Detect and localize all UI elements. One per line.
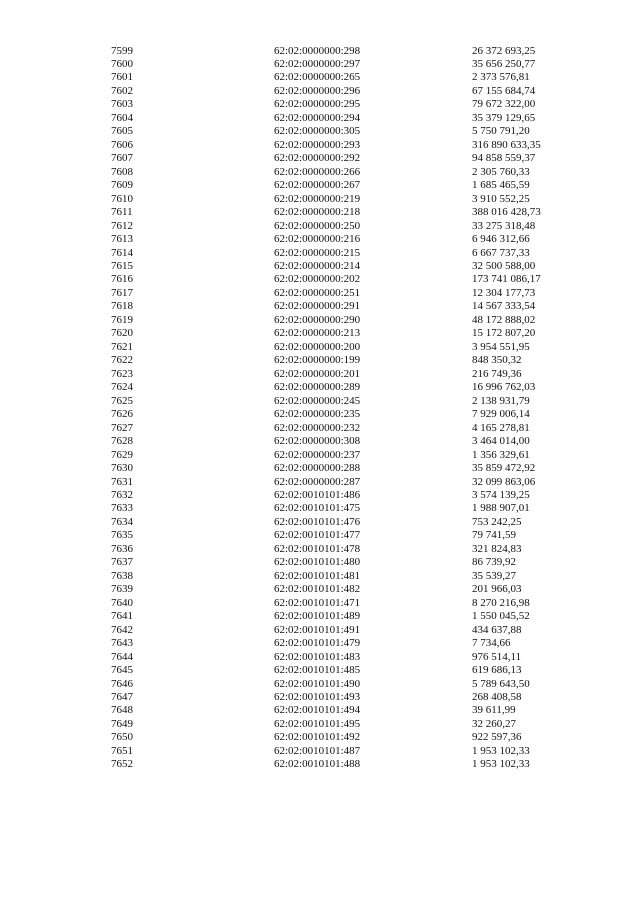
row-number-cell: 7645: [111, 664, 133, 677]
cadastral-number-cell: 62:02:0000000:200: [274, 340, 361, 353]
cadastral-value-cell: 6 667 737,33: [472, 246, 530, 259]
table-row: [0, 543, 640, 556]
row-number-cell: 7613: [111, 233, 133, 246]
cadastral-value-cell: 3 910 552,25: [472, 192, 530, 205]
cadastral-value-cell: 1 685 465,59: [472, 179, 530, 192]
row-number-cell: 7599: [111, 44, 133, 57]
cadastral-value-cell: 26 372 693,25: [472, 44, 536, 57]
cadastral-value-cell: 86 739,92: [472, 556, 516, 569]
cadastral-number-cell: 62:02:0000000:290: [274, 313, 361, 326]
cadastral-value-cell: 35 539,27: [472, 569, 516, 582]
cadastral-value-cell: 201 966,03: [472, 583, 522, 596]
cadastral-number-cell: 62:02:0010101:491: [274, 623, 361, 636]
cadastral-number-cell: 62:02:0010101:471: [274, 596, 361, 609]
cadastral-value-cell: 35 859 472,92: [472, 462, 536, 475]
table-row: [0, 651, 640, 664]
row-number-cell: 7611: [111, 206, 133, 219]
cadastral-value-cell: 216 749,36: [472, 367, 522, 380]
row-number-cell: 7637: [111, 556, 133, 569]
cadastral-number-cell: 62:02:0000000:305: [274, 125, 361, 138]
row-number-cell: 7648: [111, 704, 133, 717]
cadastral-number-cell: 62:02:0000000:202: [274, 273, 361, 286]
table-row: [0, 583, 640, 596]
cadastral-value-cell: 619 686,13: [472, 664, 522, 677]
table-row: [0, 556, 640, 569]
cadastral-value-cell: 922 597,36: [472, 731, 522, 744]
row-number-cell: 7640: [111, 596, 133, 609]
table-row: [0, 98, 640, 111]
cadastral-value-cell: 35 656 250,77: [472, 57, 536, 70]
cadastral-value-cell: 32 500 588,00: [472, 260, 536, 272]
table-row: [0, 704, 640, 717]
cadastral-number-cell: 62:02:0000000:218: [274, 206, 361, 219]
table-row: [0, 691, 640, 704]
table-row: [0, 179, 640, 192]
cadastral-value-cell: 67 155 684,74: [472, 84, 536, 97]
cadastral-number-cell: 62:02:0000000:266: [274, 165, 361, 178]
row-number-cell: 7622: [111, 354, 133, 367]
row-number-cell: 7612: [111, 219, 133, 232]
cadastral-value-cell: 5 789 643,50: [472, 677, 530, 690]
cadastral-value-cell: 4 165 278,81: [472, 421, 530, 434]
cadastral-number-cell: 62:02:0000000:294: [274, 111, 361, 124]
cadastral-value-cell: 7 734,66: [472, 637, 511, 650]
row-number-cell: 7651: [111, 744, 133, 757]
cadastral-number-cell: 62:02:0000000:267: [274, 179, 361, 192]
cadastral-number-cell: 62:02:0000000:214: [274, 260, 361, 272]
row-number-cell: 7642: [111, 623, 133, 636]
row-number-cell: 7618: [111, 300, 133, 313]
cadastral-number-cell: 62:02:0010101:477: [274, 529, 361, 542]
row-number-cell: 7646: [111, 677, 133, 690]
cadastral-value-table: [0, 45, 640, 772]
table-row: [0, 435, 640, 448]
cadastral-value-cell: 173 741 086,17: [472, 273, 541, 286]
row-number-cell: 7616: [111, 273, 133, 286]
cadastral-number-cell: 62:02:0010101:494: [274, 704, 361, 717]
cadastral-number-cell: 62:02:0000000:291: [274, 300, 361, 313]
table-row: [0, 610, 640, 623]
cadastral-number-cell: 62:02:0010101:479: [274, 637, 361, 650]
table-row: [0, 637, 640, 650]
row-number-cell: 7604: [111, 111, 133, 124]
row-number-cell: 7649: [111, 717, 133, 730]
table-row: [0, 462, 640, 475]
cadastral-value-cell: 3 574 139,25: [472, 488, 530, 501]
table-row: [0, 45, 640, 58]
cadastral-value-cell: 94 858 559,37: [472, 152, 536, 165]
table-row: [0, 152, 640, 165]
row-number-cell: 7641: [111, 610, 133, 623]
cadastral-value-cell: 1 550 045,52: [472, 610, 530, 623]
row-number-cell: 7607: [111, 152, 133, 165]
table-row: [0, 166, 640, 179]
cadastral-number-cell: 62:02:0000000:297: [274, 57, 361, 70]
row-number-cell: 7630: [111, 462, 133, 475]
cadastral-value-cell: 316 890 633,35: [472, 138, 541, 151]
cadastral-number-cell: 62:02:0000000:199: [274, 354, 361, 367]
table-row: [0, 300, 640, 313]
table-row: [0, 206, 640, 219]
cadastral-number-cell: 62:02:0000000:293: [274, 138, 361, 151]
cadastral-value-cell: 2 138 931,79: [472, 394, 530, 407]
table-row: [0, 368, 640, 381]
cadastral-value-cell: 32 260,27: [472, 717, 516, 730]
table-row: [0, 381, 640, 394]
cadastral-number-cell: 62:02:0000000:250: [274, 219, 361, 232]
row-number-cell: 7601: [111, 71, 133, 84]
cadastral-value-cell: 2 305 760,33: [472, 165, 530, 178]
table-row: [0, 354, 640, 367]
row-number-cell: 7606: [111, 138, 133, 151]
table-row: [0, 287, 640, 300]
table-row: [0, 489, 640, 502]
table-row: [0, 731, 640, 744]
cadastral-number-cell: 62:02:0000000:245: [274, 394, 361, 407]
cadastral-value-cell: 8 270 216,98: [472, 596, 530, 609]
table-row: [0, 664, 640, 677]
cadastral-value-cell: 39 611,99: [472, 704, 516, 717]
cadastral-number-cell: 62:02:0000000:308: [274, 435, 361, 448]
table-row: [0, 678, 640, 691]
cadastral-number-cell: 62:02:0010101:481: [274, 569, 361, 582]
cadastral-number-cell: 62:02:0010101:495: [274, 717, 361, 730]
cadastral-value-cell: 2 373 576,81: [472, 71, 530, 84]
cadastral-number-cell: 62:02:0010101:483: [274, 650, 361, 663]
cadastral-number-cell: 62:02:0010101:492: [274, 731, 361, 744]
cadastral-value-cell: 79 672 322,00: [472, 98, 536, 111]
cadastral-number-cell: 62:02:0000000:298: [274, 44, 361, 57]
cadastral-number-cell: 62:02:0000000:287: [274, 475, 361, 488]
cadastral-number-cell: 62:02:0000000:296: [274, 84, 361, 97]
table-row: [0, 516, 640, 529]
row-number-cell: 7644: [111, 650, 133, 663]
table-row: [0, 624, 640, 637]
cadastral-value-cell: 1 953 102,33: [472, 758, 530, 771]
table-row: [0, 112, 640, 125]
table-row: [0, 273, 640, 286]
row-number-cell: 7626: [111, 408, 133, 421]
cadastral-number-cell: 62:02:0000000:213: [274, 327, 361, 340]
table-row: [0, 395, 640, 408]
row-number-cell: 7623: [111, 367, 133, 380]
table-row: [0, 718, 640, 731]
row-number-cell: 7633: [111, 502, 133, 515]
cadastral-value-cell: 6 946 312,66: [472, 233, 530, 246]
cadastral-number-cell: 62:02:0010101:478: [274, 542, 361, 555]
cadastral-value-cell: 321 824,83: [472, 542, 522, 555]
table-row: [0, 502, 640, 515]
cadastral-value-cell: 7 929 006,14: [472, 408, 530, 421]
row-number-cell: 7603: [111, 98, 133, 111]
cadastral-value-cell: 1 356 329,61: [472, 448, 530, 461]
row-number-cell: 7628: [111, 435, 133, 448]
cadastral-number-cell: 62:02:0010101:485: [274, 664, 361, 677]
table-row: [0, 58, 640, 71]
cadastral-number-cell: 62:02:0000000:235: [274, 408, 361, 421]
table-row: [0, 233, 640, 246]
cadastral-number-cell: 62:02:0010101:488: [274, 758, 361, 771]
cadastral-value-cell: 5 750 791,20: [472, 125, 530, 138]
cadastral-value-cell: 388 016 428,73: [472, 206, 541, 219]
cadastral-value-cell: 14 567 333,54: [472, 300, 536, 313]
cadastral-value-cell: 3 954 551,95: [472, 340, 530, 353]
cadastral-value-cell: 12 304 177,73: [472, 286, 536, 299]
cadastral-value-cell: 1 953 102,33: [472, 744, 530, 757]
cadastral-number-cell: 62:02:0000000:237: [274, 448, 361, 461]
table-row: [0, 476, 640, 489]
row-number-cell: 7600: [111, 57, 133, 70]
row-number-cell: 7610: [111, 192, 133, 205]
table-row: [0, 85, 640, 98]
table-row: [0, 247, 640, 260]
row-number-cell: 7609: [111, 179, 133, 192]
row-number-cell: 7625: [111, 394, 133, 407]
cadastral-number-cell: 62:02:0010101:482: [274, 583, 361, 596]
cadastral-number-cell: 62:02:0000000:251: [274, 286, 361, 299]
row-number-cell: 7636: [111, 542, 133, 555]
table-row: [0, 597, 640, 610]
row-number-cell: 7635: [111, 529, 133, 542]
cadastral-number-cell: 62:02:0000000:295: [274, 98, 361, 111]
table-row: [0, 422, 640, 435]
table-row: [0, 570, 640, 583]
row-number-cell: 7620: [111, 327, 133, 340]
row-number-cell: 7605: [111, 125, 133, 138]
cadastral-value-cell: 79 741,59: [472, 529, 516, 542]
cadastral-number-cell: 62:02:0000000:292: [274, 152, 361, 165]
table-row: [0, 758, 640, 771]
cadastral-number-cell: 62:02:0010101:487: [274, 744, 361, 757]
table-row: [0, 341, 640, 354]
table-row: [0, 193, 640, 206]
table-row: [0, 449, 640, 462]
cadastral-value-cell: 35 379 129,65: [472, 111, 536, 124]
table-row: [0, 71, 640, 84]
row-number-cell: 7627: [111, 421, 133, 434]
cadastral-number-cell: 62:02:0000000:232: [274, 421, 361, 434]
row-number-cell: 7615: [111, 260, 133, 272]
table-row: [0, 745, 640, 758]
row-number-cell: 7643: [111, 637, 133, 650]
cadastral-number-cell: 62:02:0010101:489: [274, 610, 361, 623]
row-number-cell: 7608: [111, 165, 133, 178]
cadastral-value-cell: 32 099 863,06: [472, 475, 536, 488]
table-row: [0, 260, 640, 273]
row-number-cell: 7629: [111, 448, 133, 461]
cadastral-value-cell: 268 408,58: [472, 691, 522, 703]
cadastral-number-cell: 62:02:0000000:201: [274, 367, 361, 380]
cadastral-number-cell: 62:02:0000000:289: [274, 381, 361, 394]
row-number-cell: 7634: [111, 515, 133, 528]
row-number-cell: 7624: [111, 381, 133, 394]
table-row: [0, 327, 640, 340]
table-row: [0, 220, 640, 233]
row-number-cell: 7619: [111, 313, 133, 326]
cadastral-value-cell: 33 275 318,48: [472, 219, 536, 232]
cadastral-number-cell: 62:02:0010101:486: [274, 488, 361, 501]
cadastral-value-cell: 16 996 762,03: [472, 381, 536, 394]
cadastral-number-cell: 62:02:0010101:493: [274, 691, 361, 703]
table-row: [0, 529, 640, 542]
row-number-cell: 7638: [111, 569, 133, 582]
table-row: [0, 139, 640, 152]
table-row: [0, 408, 640, 421]
cadastral-number-cell: 62:02:0010101:480: [274, 556, 361, 569]
row-number-cell: 7650: [111, 731, 133, 744]
cadastral-value-cell: 3 464 014,00: [472, 435, 530, 448]
cadastral-number-cell: 62:02:0000000:288: [274, 462, 361, 475]
cadastral-value-cell: 48 172 888,02: [472, 313, 536, 326]
row-number-cell: 7647: [111, 691, 133, 703]
cadastral-value-cell: 848 350,32: [472, 354, 522, 367]
table-row: [0, 314, 640, 327]
row-number-cell: 7602: [111, 84, 133, 97]
row-number-cell: 7621: [111, 340, 133, 353]
cadastral-value-cell: 1 988 907,01: [472, 502, 530, 515]
cadastral-value-cell: 753 242,25: [472, 515, 522, 528]
cadastral-value-cell: 434 637,88: [472, 623, 522, 636]
cadastral-number-cell: 62:02:0000000:219: [274, 192, 361, 205]
cadastral-number-cell: 62:02:0010101:490: [274, 677, 361, 690]
cadastral-number-cell: 62:02:0010101:476: [274, 515, 361, 528]
row-number-cell: 7631: [111, 475, 133, 488]
row-number-cell: 7632: [111, 488, 133, 501]
row-number-cell: 7617: [111, 286, 133, 299]
cadastral-value-cell: 15 172 807,20: [472, 327, 536, 340]
row-number-cell: 7614: [111, 246, 133, 259]
row-number-cell: 7639: [111, 583, 133, 596]
cadastral-value-cell: 976 514,11: [472, 650, 522, 663]
cadastral-number-cell: 62:02:0000000:216: [274, 233, 361, 246]
cadastral-number-cell: 62:02:0000000:215: [274, 246, 361, 259]
cadastral-number-cell: 62:02:0010101:475: [274, 502, 361, 515]
cadastral-number-cell: 62:02:0000000:265: [274, 71, 361, 84]
row-number-cell: 7652: [111, 758, 133, 771]
table-row: [0, 125, 640, 138]
